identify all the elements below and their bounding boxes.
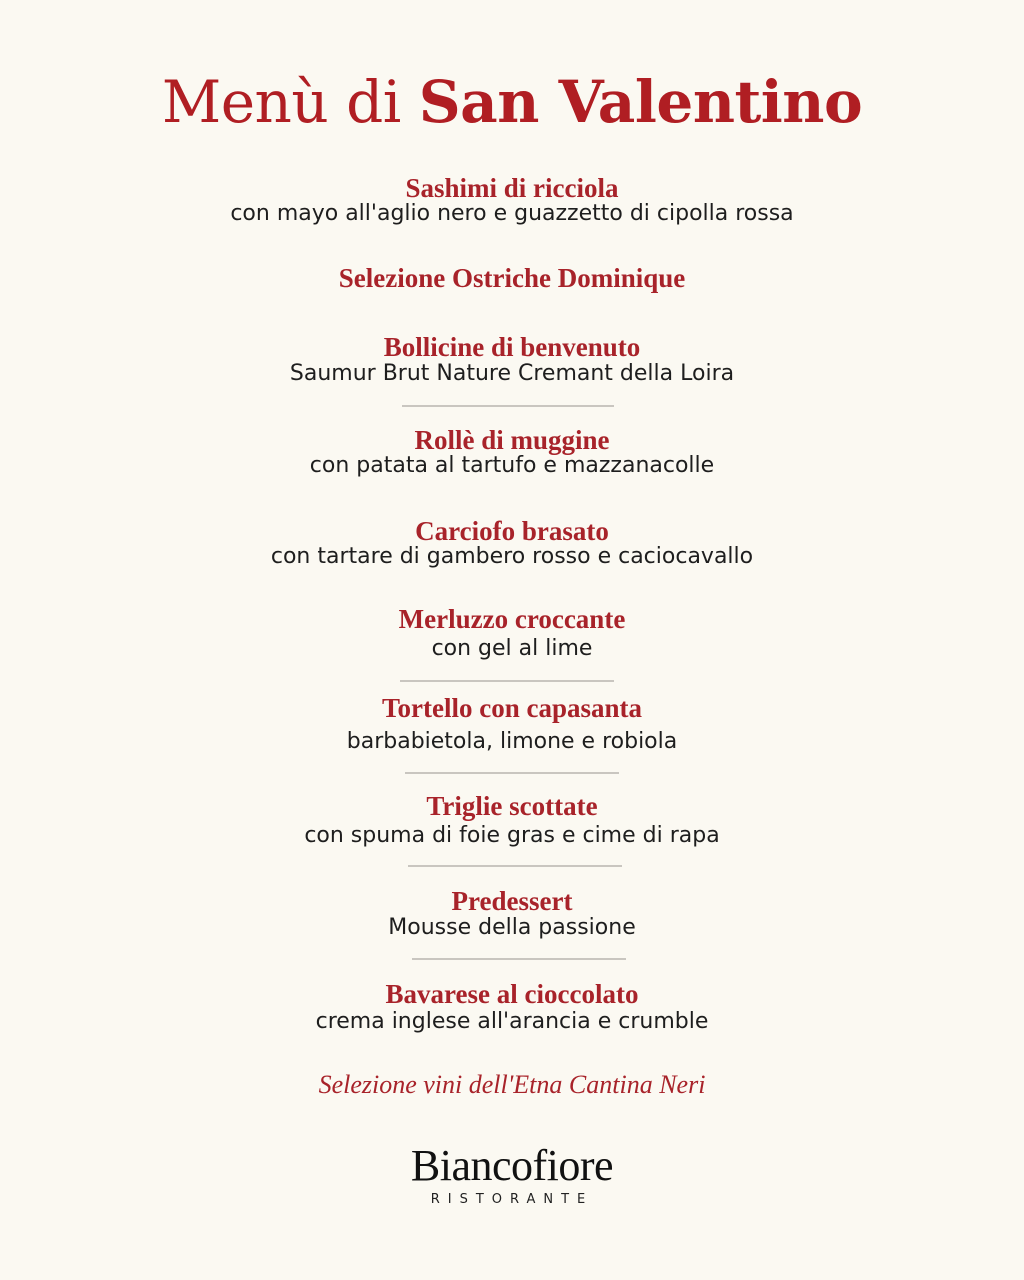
course-description: con tartare di gambero rosso e caciocavallo	[270, 544, 754, 569]
divider	[405, 772, 619, 774]
divider	[402, 405, 614, 407]
course-description: barbabietola, limone e robiola	[346, 729, 678, 754]
course-name: Bavarese al cioccolato	[385, 979, 639, 1009]
course-description: con gel al lime	[431, 636, 593, 661]
restaurant-logo-subtitle: RISTORANTE	[430, 1192, 594, 1207]
course-name: Carciofo brasato	[415, 516, 609, 546]
restaurant-logo-name: Biancofiore	[410, 1141, 614, 1190]
course-name: Predessert	[451, 886, 573, 916]
course-description: crema inglese all'arancia e crumble	[315, 1009, 709, 1034]
divider	[412, 958, 626, 960]
page-title	[0, 66, 1024, 138]
course-description: con mayo all'aglio nero e guazzetto di cipolla rossa	[230, 201, 794, 226]
divider	[408, 865, 622, 867]
course-description: con patata al tartufo e mazzanacolle	[309, 453, 715, 478]
course-name: Tortello con capasanta	[381, 693, 642, 723]
title-bold: San Valentino	[418, 68, 863, 136]
course-description: Mousse della passione	[388, 915, 636, 940]
course-name: Sashimi di ricciola	[405, 173, 619, 203]
course-description: con spuma di foie gras e cime di rapa	[304, 823, 720, 848]
course-name: Rollè di muggine	[414, 425, 610, 455]
course-description: Saumur Brut Nature Cremant della Loira	[289, 361, 735, 386]
course-name: Bollicine di benvenuto	[383, 332, 641, 362]
course-name: Triglie scottate	[426, 791, 598, 821]
course-name: Selezione Ostriche Dominique	[338, 263, 686, 293]
title-regular: Menù di	[161, 68, 401, 136]
course-name: Merluzzo croccante	[398, 604, 626, 634]
divider	[400, 680, 614, 682]
wine-selection-note: Selezione vini dell'Etna Cantina Neri	[318, 1070, 706, 1099]
